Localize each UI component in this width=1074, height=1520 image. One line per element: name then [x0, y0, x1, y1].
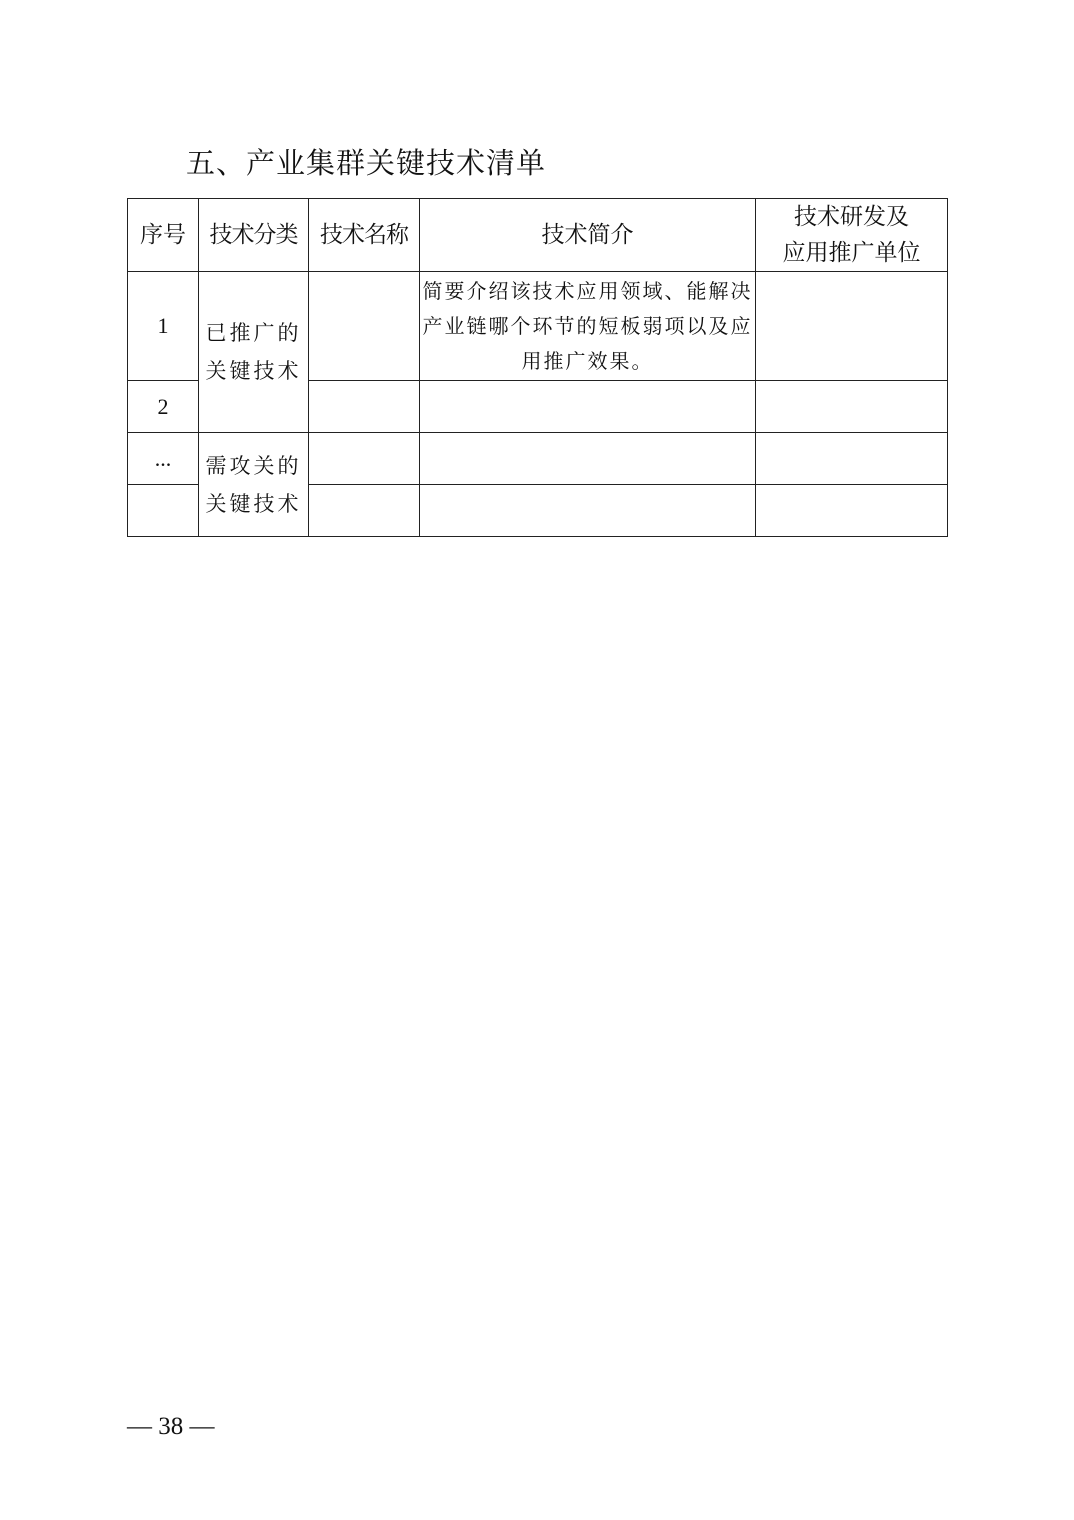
unit-cell [756, 272, 948, 381]
table-header-row [128, 199, 948, 272]
header-category: 技术分类 [199, 199, 309, 272]
category-promoted-line1: 已推广的 [205, 321, 302, 345]
header-tech-intro: 技术简介 [420, 199, 756, 272]
tech-name-cell [309, 433, 420, 485]
unit-cell [756, 485, 948, 537]
category-needed-line1: 需攻关的 [205, 453, 302, 478]
row-seq: ... [128, 433, 199, 485]
category-promoted-line2: 关键技术 [205, 359, 302, 383]
key-technology-table [127, 198, 948, 537]
category-needed-line2: 关键技术 [205, 491, 302, 516]
tech-name-cell [309, 272, 420, 381]
row-seq: 2 [128, 381, 199, 433]
tech-intro-cell [420, 381, 756, 433]
tech-intro-cell [420, 485, 756, 537]
category-promoted [199, 272, 309, 433]
row-seq: 1 [128, 272, 199, 381]
page-number: — 38 — [127, 1413, 215, 1440]
row-seq [128, 485, 199, 537]
category-needed [199, 433, 309, 537]
section-title: 五、产业集群关键技术清单 [186, 146, 547, 180]
unit-cell [756, 381, 948, 433]
tech-intro-cell [420, 433, 756, 485]
unit-cell [756, 433, 948, 485]
tech-name-cell [309, 485, 420, 537]
tech-intro-cell: 简要介绍该技术应用领域、能解决产业链哪个环节的短板弱项以及应用推广效果。 [420, 272, 756, 381]
header-tech-name: 技术名称 [309, 199, 420, 272]
header-seq: 序号 [128, 199, 199, 272]
table-row [128, 272, 948, 381]
table-row [128, 433, 948, 485]
tech-name-cell [309, 381, 420, 433]
header-unit-line1: 技术研发及 [794, 204, 909, 230]
header-unit-line2: 应用推广单位 [782, 240, 921, 266]
header-unit [756, 199, 948, 272]
